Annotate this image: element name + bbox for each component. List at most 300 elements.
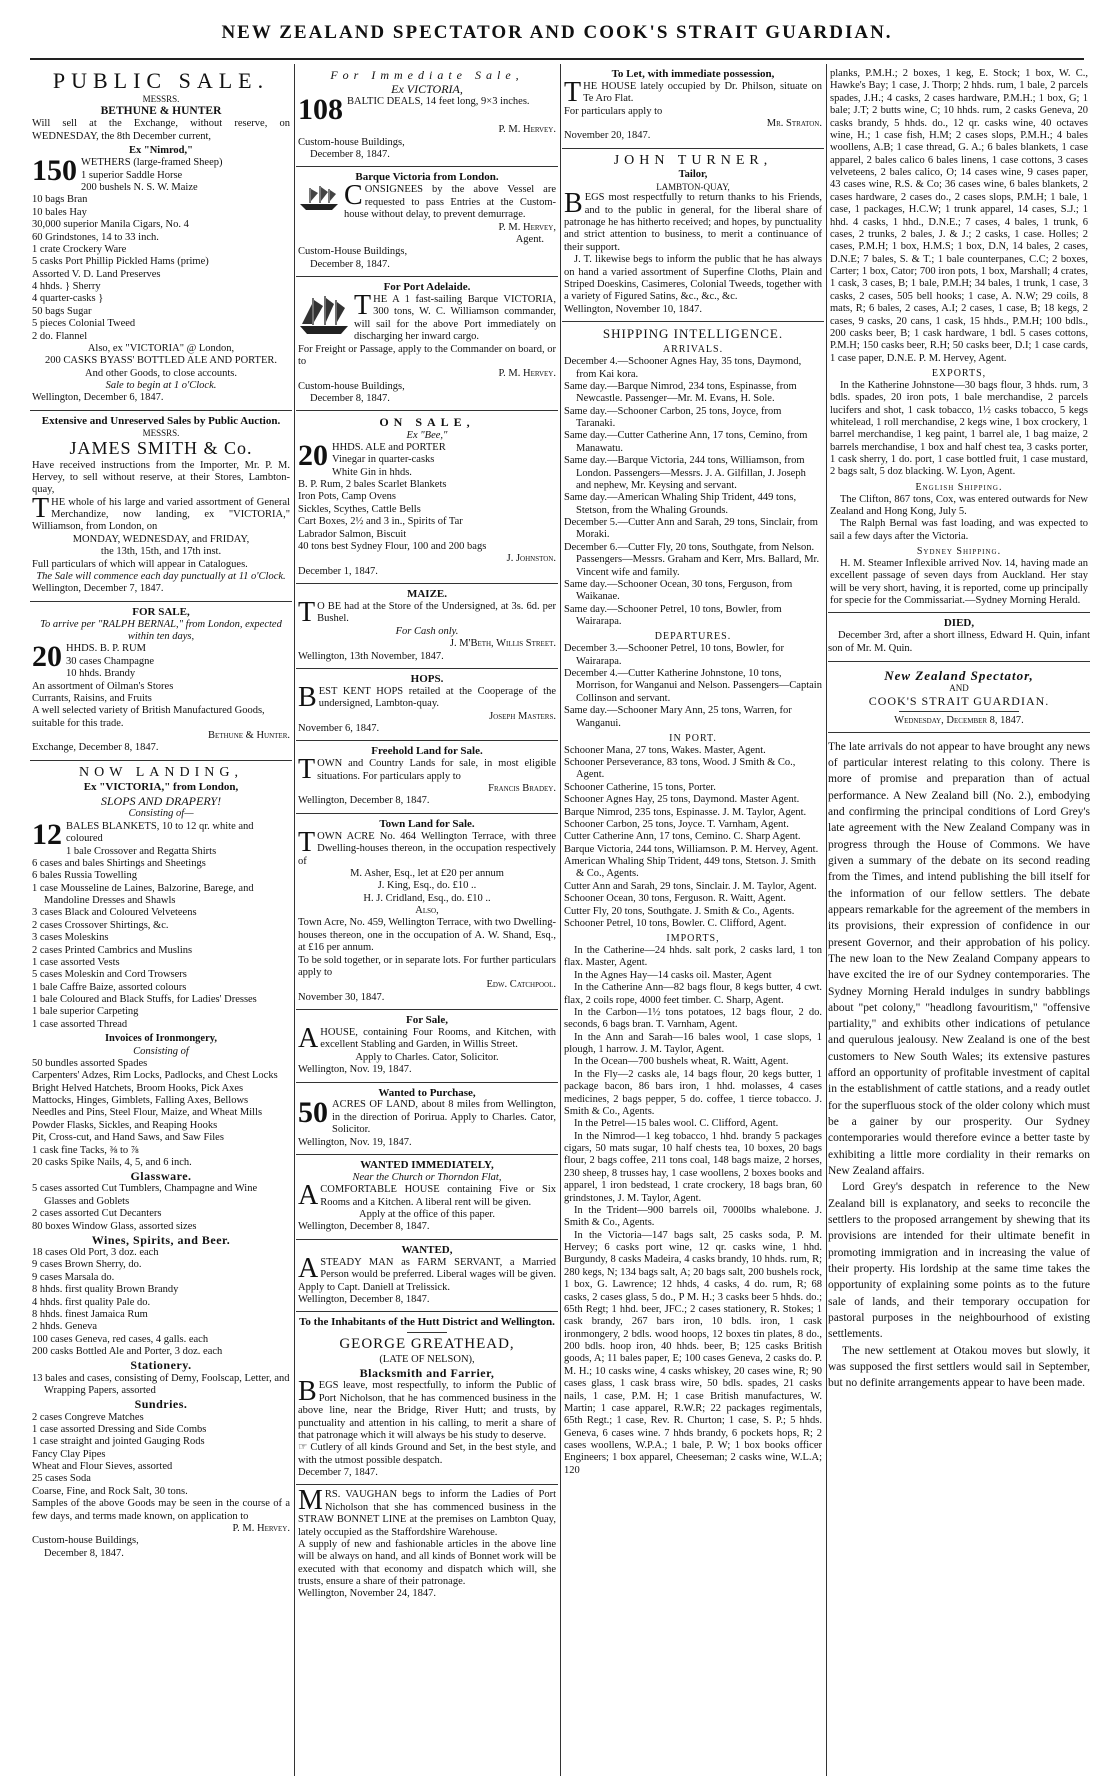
ad-heading: Wanted to Purchase, <box>378 1086 476 1099</box>
ad-heading: Town Land for Sale. <box>379 817 475 830</box>
ad-heading: Freehold Land for Sale. <box>371 745 483 758</box>
ad-text: Also, <box>415 905 439 917</box>
list-item: December 3.—Schooner Petrel, 10 tons, Bowler, for Wairarapa. <box>564 643 785 667</box>
ad-date: November 6, 1847. <box>298 722 380 734</box>
list-item: 1 crate Crockery Ware <box>32 243 127 255</box>
list-item: Needles and Pins, Steel Flour, Maize, and Wheat Mills <box>32 1107 263 1119</box>
ad-text: LAMBTON-QUAY, <box>656 181 730 192</box>
ad-text: Have received instructions from the Importer, Mr. P. M. Hervey, to sell without reserve, at their Stores, Lambton-quay, <box>32 459 290 496</box>
ad-date: December 8, 1847. <box>310 393 390 404</box>
list-item: Schooner Carbon, 25 tons, Joyce. T. Varnham, Agent. <box>564 818 789 830</box>
public-sale-ad <box>30 64 292 411</box>
ad-heading: MAIZE. <box>406 588 448 601</box>
list-item: J. King, Esq., do. £10 .. <box>377 880 477 892</box>
ad-subheading: Blacksmith and Farrier, <box>359 1366 495 1381</box>
ad-heading: PUBLIC SALE. <box>52 68 270 93</box>
ad-text: EGS leave, most respectfully, to inform the Public of Port Nicholson, that he has commenced business in the above line, near the Bridge, River Hutt; and trusts, by punctuality and attention in his calling, to merit a share of that patronage which it will always be his study to deserve. <box>298 1380 556 1441</box>
on-sale-ad <box>296 411 558 584</box>
list-item: 20 casks Spike Nails, 4, 5, and 6 inch. <box>32 1156 192 1168</box>
ad-text: December 3rd, after a short illness, Edward H. Quin, infant son of Mr. M. Quin. <box>828 630 1090 654</box>
list-item: Iron Pots, Camp Ovens <box>298 491 396 503</box>
ad-text: ACRES OF LAND, about 8 miles from Wellington, in the direction of Porirua. Apply to Charles. Cator, Solicitor. <box>332 1099 556 1136</box>
wanted-farm-servant-ad <box>296 1240 558 1312</box>
list-item: Pit, Cross-cut, and Hand Saws, and Saw Files <box>32 1132 224 1144</box>
ad-signature: Joseph Masters. <box>489 710 556 722</box>
ship-icon <box>298 294 350 338</box>
shipping-intelligence <box>562 322 824 1482</box>
list-item: 10 hhds. Brandy <box>66 668 136 680</box>
ad-date: December 8, 1847. <box>310 258 390 270</box>
ad-text: Consisting of <box>133 1045 189 1057</box>
ad-text: EST KENT HOPS retailed at the Cooperage of the undersigned, Lambton-quay. <box>318 685 556 710</box>
blacksmith-ad <box>296 1312 558 1485</box>
ad-date: Exchange, December 8, 1847. <box>32 742 159 754</box>
section-heading: DIED, <box>943 617 975 630</box>
ad-heading: WANTED, <box>401 1243 453 1256</box>
ad-subheading: Ex VICTORIA, <box>391 82 463 97</box>
barque-victoria-ad <box>296 167 558 277</box>
ad-signature: Bethune & Hunter. <box>208 730 290 742</box>
ad-date: Wellington, December 6, 1847. <box>32 392 164 404</box>
ad-subheading: Tailor, <box>678 169 708 181</box>
ad-text: Town Acre, No. 459, Wellington Terrace, with two Dwelling-houses thereon, one in the occupation of A. W. Shand, Esq., at £16 per annum. <box>298 917 556 954</box>
ad-heading: For Port Adelaide. <box>383 281 471 294</box>
section-heading: Sydney Shipping. <box>916 546 1002 558</box>
ad-text: HOUSE, containing Four Rooms, and Kitchen, with excellent Stabling and Garden, in Willis Street. <box>320 1027 556 1051</box>
ad-place: Custom-house Buildings, <box>298 136 405 148</box>
ad-text: HE HOUSE lately occupied by Dr. Philson, situate on Te Aro Flat. <box>583 80 822 105</box>
drop-cap: B <box>298 1376 317 1408</box>
section-heading: Sundries. <box>134 1397 188 1412</box>
ad-text: planks, P.M.H.; 2 boxes, 1 keg, E. Stock; 1 box, W. C., Hawke's Bay; 1 case, J. Thorp; 2 hhds. rum, 1 bale, 2 parcels spades, J.H.; 4 casks, 2 cases hardware, P.M.H.; 1 box, G; 1 bale; J.T; 2 butts wine, C; 10 hhds. rum, 2 casks Geneva, 20 casks brandy, 5 hhds. do., 12 qr. casks wine, 40 octaves wine, H.; 1 case fish, H.M; 2 cases slops, P.M.H.; 4 bales woollens, A.B; 1 case thread, G. A.; 6 bales blankets, 1 case apparel, 2 bales calico 6 bales linens, 1 case cottons, 3 cases velveteens, 2 bales calico, O; 14 cases wine, 9 cases paper, 43 cases wine, R.S. & Co; 36 cases wine, 6 bales blankets, 2 cases hardware, 2 cases do., 2 cases slops, P.M.H; 1 bale, 1 case, 1 packages, H.C.W; 1 trunk apparel, 14 cases, S.J.; 1 hhd. 4 casks, 1 hhd., D.N.E.; 7 cases, 4 bales, 1 trunk, 6 cases, 2 trunks, 2 bales, J. & J.; 2 casks, 1 case. Holles; 2 cases, P.M.H; 1 box, H.M.S; 1 box, D.N, 14 bales, 2 cases, D.N.E; 7 bales, S. & T.; 1 bale counterpanes, C.C; 2 boxes, Carter; 1 box, Cator; 700 iron pots, 1 box, Marshall; 4 crates, 1 cask, 3 cases, B; 1 bale, P.M.H; 34 bales, 1 trunk, 1 case, 3 casks, 2 cases, 505 bell hooks; 1 case, A. N.W; 29 coils, 8 mats, R; 6 bales, 2 cases, A.I; 2 cases, 1 case, B; 18 kegs, 2 cases, 9 casks, 20 cans, 1 cask, 15 hhds., P.M.H; 100 bdls., 200 casks beer, B; 1 cask hardware, 1 bdl. 5 cases cottons, P.M.H; 150 casks beer, R.H; 50 casks beer, D.I; 1 case cards, 1 case paper, D.N.E. P. M. Hervey, Agent. <box>830 68 1088 364</box>
ad-heading: Extensive and Unreserved Sales by Public Auction. <box>41 414 281 427</box>
immediate-sale-ad <box>296 64 558 167</box>
ad-heading: WANTED IMMEDIATELY, <box>360 1158 494 1171</box>
ad-text: For Cash only. <box>395 625 459 637</box>
ad-big-number: 108 <box>298 93 343 127</box>
ad-name: JOHN TURNER, <box>613 152 773 168</box>
list-item: Schooner Agnes Hay, 25 tons, Daymond. Master Agent. <box>564 794 800 806</box>
list-item: Bright Helved Hatchets, Broom Hooks, Pick Axes <box>32 1082 244 1094</box>
list-item: 1 case assorted Dressing and Side Combs <box>32 1423 207 1435</box>
ad-text: ☞ Cutlery of all kinds Ground and Set, in the best style, and with the utmost possible despatch. <box>298 1442 556 1466</box>
tailor-ad <box>562 149 824 322</box>
list-item: Mattocks, Hinges, Gimblets, Falling Axes, Bellows <box>32 1095 249 1107</box>
list-item: HHDS. ALE and PORTER <box>332 441 446 453</box>
list-item: 13 bales and cases, consisting of Demy, Foolscap, Letter, and Wrapping Papers, assorted <box>32 1372 290 1397</box>
ad-text: (LATE OF NELSON), <box>379 1353 475 1365</box>
list-item: 9 cases Marsala do. <box>32 1271 115 1283</box>
list-item: Cart Boxes, 2½ and 3 in., Spirits of Tar <box>298 516 463 528</box>
ad-text: RS. VAUGHAN begs to inform the Ladies of Port Nicholson that she has commenced business in the STRAW BONNET LINE at the premises on Lambton Quay, lately occupied as the Staffordshire Warehouse. <box>298 1489 556 1538</box>
section-heading: EXPORTS, <box>931 368 987 379</box>
now-landing-ad <box>30 761 292 1565</box>
list-item: 1 bale superior Carpeting <box>32 1006 139 1018</box>
ad-heading: HOPS. <box>410 672 444 685</box>
ad-messrs: MESSRS. <box>142 427 180 438</box>
list-item: December 4.—Cutter Katherine Johnstone, 10 tons, Morrison, for Wanganui and Nelson. Passengers—Captain Collinson and servant. <box>564 668 822 704</box>
list-item: 1 cask fine Tacks, ⅜ to ⅞ <box>32 1144 139 1156</box>
ad-text: For Freight or Passage, apply to the Commander on board, or to <box>298 343 556 367</box>
list-item: Schooner Ocean, 30 tons, Ferguson. R. Waitt, Agent. <box>564 893 786 905</box>
list-item: 9 cases Brown Sherry, do. <box>32 1259 142 1271</box>
section-heading: Stationery. <box>130 1358 192 1373</box>
divider <box>899 711 1019 712</box>
drop-cap: T <box>298 754 316 786</box>
ad-firm: JAMES SMITH & Co. <box>69 438 253 459</box>
maize-ad <box>296 584 558 669</box>
list-item: Same day.—Schooner Carbon, 25 tons, Joyce, from Taranaki. <box>564 405 782 430</box>
list-item: Sickles, Scythes, Cattle Bells <box>298 503 421 515</box>
for-sale-rum-ad <box>30 602 292 761</box>
ad-text: HE whole of his large and varied assortment of General Merchandize, now landing, ex "VICTORIA," Williamson, from London, on <box>32 496 290 533</box>
ad-signature: Edw. Catchpool. <box>486 979 556 991</box>
to-let-ad <box>562 64 824 149</box>
ad-signature: P. M. Hervey, <box>498 221 556 233</box>
ad-text: Full particulars of which will appear in Catalogues. <box>32 558 248 570</box>
editorial-paragraph: The new settlement at Otakou moves but slowly, it was supposed the first settlers would sail in September, but no definite arrangements appear to have been made. <box>828 1344 1090 1390</box>
ad-text: The Clifton, 867 tons, Cox, was entered outwards for New Zealand and Hong Kong, July 5. <box>830 493 1088 517</box>
list-item: In the Ocean—700 bushels wheat, R. Waitt, Agent. <box>574 1056 789 1068</box>
list-item: 3 cases Moleskins <box>32 932 109 944</box>
list-item: Cutter Fly, 20 tons, Southgate. J. Smith & Co., Agents. <box>564 905 795 917</box>
list-item: Labrador Salmon, Biscuit <box>298 528 407 540</box>
ad-place: Custom-house Buildings, <box>298 380 405 392</box>
list-item: M. Asher, Esq., let at £20 per annum <box>350 867 504 879</box>
drop-cap: T <box>354 290 372 321</box>
ad-date: Wellington, Nov. 19, 1847. <box>298 1064 412 1076</box>
ad-heading: FOR SALE, <box>132 605 190 618</box>
column-1 <box>30 64 292 1776</box>
list-item: In the Ann and Sarah—16 bales wool, 1 case slops, 1 plough, 1 harrow. J. M. Taylor, Agent. <box>564 1031 822 1056</box>
list-item: 25 cases Soda <box>32 1473 91 1485</box>
ad-heading: For Sale, <box>406 1014 448 1027</box>
ad-place: Custom-house Buildings, <box>32 1535 139 1547</box>
ad-subheading: Ex "Nimrod," <box>129 144 193 156</box>
section-heading: Wines, Spirits, and Beer. <box>91 1232 231 1247</box>
list-item: 10 bales Hay <box>32 206 87 218</box>
list-item: Barque Victoria, 244 tons, Williamson. P. M. Hervey, Agent. <box>564 843 819 855</box>
section-heading: DEPARTURES. <box>654 631 732 643</box>
ad-big-number: 12 <box>32 817 62 851</box>
ad-date: December 1, 1847. <box>298 565 378 577</box>
ad-date: Wellington, Nov. 19, 1847. <box>298 1136 412 1148</box>
list-item: 1 case straight and jointed Gauging Rods <box>32 1436 205 1448</box>
list-item: 1 case assorted Vests <box>32 956 120 968</box>
ad-subheading: Ex "Bee," <box>406 429 448 441</box>
list-item: 2 cases assorted Cut Decanters <box>32 1208 162 1220</box>
list-item: 4 hhds. } Sherry <box>32 281 101 292</box>
ad-heading: For Immediate Sale, <box>330 68 524 82</box>
list-item: Schooner Petrel, 10 tons, Bowler. C. Clifford, Agent. <box>564 917 787 929</box>
list-item: 6 cases and bales Shirtings and Sheetings <box>32 857 206 869</box>
ad-date: December 7, 1847. <box>298 1467 378 1479</box>
list-item: 1 superior Saddle Horse <box>81 169 183 181</box>
ad-text: OWN and Country Lands for sale, in most eligible situations. For particulars apply to <box>317 758 556 782</box>
house-for-sale-ad <box>296 1010 558 1082</box>
drop-cap: B <box>564 188 583 220</box>
ad-subheading: Near the Church or Thorndon Flat, <box>352 1171 502 1183</box>
ad-text: Apply at the office of this paper. <box>359 1209 495 1221</box>
list-item: Samples of the above Goods may be seen in the course of a few days, and terms made known, on application to <box>32 1498 290 1522</box>
column-2 <box>296 64 558 1776</box>
ship-icon <box>298 184 340 212</box>
list-item: In the Petrel—15 bales wool. C. Clifford, Agent. <box>574 1118 779 1130</box>
ad-text: The Ralph Bernal was fast loading, and was expected to sail a few days after the Victoria. <box>830 518 1088 542</box>
ad-big-number: 50 <box>298 1096 328 1130</box>
list-item: A well selected variety of British Manufactured Goods, suitable for this trade. <box>32 705 265 729</box>
list-item: December 6.—Cutter Fly, 20 tons, Southgate, from Nelson. Passengers—Messrs. Graham and Kerr, Mrs. Ballard, Mr. Vincent wife and family. <box>564 541 820 578</box>
ad-text: MONDAY, WEDNESDAY, and FRIDAY, <box>72 533 250 545</box>
editorial-paragraph: The late arrivals do not appear to have brought any news of particular interest relating to this colony. There is more of promise and preparation than of actual performance. A New Zealand bill (No. 2.), embodying and confirming the principal conditions of Lord Grey's late agreement with the New Zealand Company was in progress through the House of Commons. We have given a summary of the debate on its second reading from the Times, and intend publishing the bill itself for the information of our fellow settlers. The debate appears remarkable for the agreement of the members in its provisions, their expression of confidence in our present Governor, and their approbation of his policy. The new loan to the New Zealand Company appears to have excited the ire of our Sydney contemporaries. The Sydney Morning Herald indulges in sundry babblings about "pet colony," "headlong favouritism," "offensive partiality," and exhibits other indications of petulance and querulous jealousy. New Zealand is one of the best customers to New South Wales; its extensive pastures afford an opportunity of profitable investment of capital in the establishment of cattle stations, and a ready outlet for the superfluous stock of the older colony which must be a gainer by our prosperity. Our Sydney contemporaries would therefore evince a better taste by exhibiting a little more cordiality in their remarks on New Zealand affairs. <box>828 740 1090 1178</box>
list-item: 80 boxes Window Glass, assorted sizes <box>32 1220 197 1232</box>
ad-text: EGS most respectfully to return thanks to his Friends, and to the public in general, for the liberal share of patronage he has hitherto received; and hopes, by punctuality and strict attention to business, to merit a continuance of their support. <box>564 192 822 253</box>
ad-text: In the Katherine Johnstone—30 bags flour, 3 hhds. rum, 3 bdls. spades, 20 iron pots, 1 bale merchandise, 2 parcels lucifers and shot, 1 cask tobacco, 1½ casks tobacco, 5 kegs whitelead, 1 roll merchandise, 2 kegs wine, 1 box crockery, 1 barrel merchandise, 1 keg paint, 1 barrel ale, 1 bag maize, 2 barrels merchandise, 1 box and half chest tea, 3 casks porter, 1 cask sherry, 1 do. port, 1 case bottled fruit, 1 case mustard, 2 bags salt, 5 doz blacking. W. Lyon, Agent. <box>830 379 1088 478</box>
list-item: December 4.—Schooner Agnes Hay, 35 tons, Daymond, from Kai kora. <box>564 356 802 380</box>
straw-bonnet-ad <box>296 1485 558 1605</box>
ad-text: OWN ACRE No. 464 Wellington Terrace, with three Dwelling-houses thereon, in the occupation respectively of <box>298 830 556 867</box>
list-item: 1 case assorted Thread <box>32 1018 128 1030</box>
list-item: White Gin in hhds. <box>332 466 412 478</box>
list-item: B. P. Rum, 2 bales Scarlet Blankets <box>298 479 447 491</box>
list-item: In the Catherine—24 hhds. salt pork, 2 casks lard, 1 ton flax. Master, Agent. <box>564 945 822 969</box>
ad-big-number: 20 <box>298 438 328 472</box>
list-item: 30 cases Champagne <box>66 655 155 667</box>
list-item: 8 hhds. first quality Brown Brandy <box>32 1284 179 1296</box>
drop-cap: T <box>298 597 316 628</box>
drop-cap: A <box>298 1023 319 1054</box>
ad-heading: To Let, with immediate possession, <box>611 68 775 80</box>
ad-text: Will sell at the Exchange, without reserve, on WEDNESDAY, the 8th December current, <box>32 118 290 142</box>
list-item: Cutter Catherine Ann, 17 tons, Cemino. C. Sharp Agent. <box>564 831 801 843</box>
list-item: In the Trident—900 barrels oil, 7000lbs whalebone. J. Smith & Co., Agents. <box>564 1204 822 1229</box>
list-item: 2 cases Congreve Matches <box>32 1411 144 1423</box>
ad-heading: NOW LANDING, <box>79 764 243 780</box>
list-item: Carpenters' Adzes, Rim Locks, Padlocks, and Chest Locks <box>32 1070 278 1082</box>
ad-place: Custom-House Buildings, <box>298 246 408 258</box>
ad-signature: P. M. Hervey. <box>498 368 556 380</box>
list-item: American Whaling Ship Trident, 449 tons, Stetson. J. Smith & Co., Agents. <box>564 856 816 880</box>
list-item: In the Victoria—147 bags salt, 25 casks soda, P. M. Hervey; 6 casks port wine, 12 qr. casks wine, 1 hhd. Burgundy, 8 casks Madeira, 4 casks brandy, 10 hhds. rum, R; 280 kegs, N; 134 bags salt, A; 20 bags salt, 200 bushels rock, 1 box, G. Lawrence; 12 hhds, 4 casks, 4 do. rum, R; 68 casks, 2 cases glass, 5 do., P M. H.; 3 casks beer 5 hhds. do.; 65th Regt; 1 hhd. beer, JFC.; 2 cases stationery, R. Stokes; 1 cask brandy, 267 bars iron, 10 bdls. iron, 1 cask ironmongery, 2 bdls. wood hoops, 12 boxes tin plates, 8 do., 200 bdls. hoop iron, 40 hhds. beer, B; 125 casks British goods, A; 11 bales paper, E; 100 cases Geneva, 2 casks do. P. M. H.; 10 casks wine, 4 casks whiskey, 20 cases wine, R; 90 cases glass, 1 cask brass wire, 50 bdls. spades, 21 casks nails, 1 case, P.M. H; 1 case British manufactures, W. Martin; 1 case apparel, R.W.R; 22 packages regimentals, 65th Regt.; 1 case, Rev. R. Churton; 1 case, S. P.; 5 hhds. Geneva, 6 cases wine. 7 hhds brandy, 6 pockets hops, R; 2 cases woollens, W.P.A.; 1 bale, P. W; 1 box books officer Engineers; 1 box apparel, Cheeseman; 2 casks wine, W.L.A; 120 <box>564 1229 822 1476</box>
list-item: Cutter Ann and Sarah, 29 tons, Sinclair. J. M. Taylor, Agent. <box>564 880 817 892</box>
section-heading: English Shipping. <box>915 481 1003 493</box>
column-4 <box>828 64 1090 1776</box>
list-item: 5 cases Moleskin and Cord Trowsers <box>32 969 187 981</box>
ad-date: Wellington, December 8, 1847. <box>298 795 430 807</box>
list-item: 5 cases assorted Cut Tumblers, Champagne and Wine Glasses and Goblets <box>32 1183 258 1207</box>
list-item: Same day.—American Whaling Ship Trident, 449 tons, Stetson, from the Whaling Grounds. <box>564 492 797 516</box>
ad-text: Also, ex "VICTORIA" @ London, <box>87 342 235 354</box>
section-heading: IN PORT. <box>669 732 717 744</box>
ad-text: O BE had at the Store of the Undersigned, at 3s. 6d. per Bushel. <box>317 601 556 625</box>
section-heading: IMPORTS, <box>666 933 720 945</box>
ad-subheading: Ex "VICTORIA," from London, <box>83 781 239 794</box>
list-item: Same day.—Cutter Catherine Ann, 17 tons, Cemino, from Manawatu. <box>564 430 808 454</box>
ad-text: A supply of new and fashionable articles in the above line will be always on hand, and all kinds of Bonnet work will be executed with that economy and dispatch which will, she trusts, ensure a share of their patronage. <box>298 1538 556 1588</box>
list-item: Schooner Mana, 27 tons, Wakes. Master, Agent. <box>564 744 766 756</box>
ad-signature: P. M. Hervey. <box>232 1522 290 1534</box>
ad-date: Wellington, 13th November, 1847. <box>298 650 444 662</box>
wanted-purchase-ad <box>296 1083 558 1155</box>
list-item: 2 do. Flannel <box>32 330 88 342</box>
list-item: Powder Flasks, Sickles, and Reaping Hooks <box>32 1119 218 1131</box>
imports-continued <box>828 64 1090 612</box>
ad-firm: BETHUNE & HUNTER <box>100 104 222 117</box>
list-item: Vinegar in quarter-casks <box>332 454 435 466</box>
ad-subheading: SLOPS AND DRAPERY! <box>100 794 222 809</box>
column-3 <box>562 64 824 1776</box>
column-divider <box>294 64 295 1776</box>
ad-signature: Francis Bradey. <box>488 783 556 795</box>
list-item: 1 bale Coloured and Black Stuffs, for Ladies' Dresses <box>32 994 257 1006</box>
divider <box>828 732 1090 733</box>
list-item: December 5.—Cutter Ann and Sarah, 29 tons, Sinclair, from Moraki. <box>564 517 818 541</box>
column-divider <box>826 64 827 1776</box>
list-item: Same day.—Barque Nimrod, 234 tons, Espinasse, from Newcastle. Passenger—Mr. M. Evans, H. Sole. <box>564 380 797 405</box>
list-item: Same day.—Barque Victoria, 244 tons, Williamson, from London. Passengers—Messrs. J. A. Gilfillan, J. Joseph and nephew, Mr. Keysing and servant. <box>564 455 806 491</box>
list-item: 4 hhds. first quality Pale do. <box>32 1296 151 1308</box>
list-item: Currants, Raisins, and Fruits <box>32 692 152 704</box>
editorial-header <box>828 661 1090 732</box>
list-item: 10 bags Bran <box>32 194 88 206</box>
drop-cap: A <box>298 1252 319 1284</box>
list-item: WETHERS (large-framed Sheep) <box>81 157 223 169</box>
ad-date: November 30, 1847. <box>298 991 385 1003</box>
section-title: SHIPPING INTELLIGENCE. <box>602 326 784 342</box>
list-item: Fancy Clay Pipes <box>32 1448 106 1460</box>
list-item: Schooner Perseverance, 83 tons, Wood. J Smith & Co., Agent. <box>564 757 796 781</box>
list-item: 40 tons best Sydney Flour, 100 and 200 bags <box>298 540 487 552</box>
ad-date: December 8, 1847. <box>310 149 390 161</box>
paper-title: COOK'S STRAIT GUARDIAN. <box>868 694 1050 709</box>
list-item: 50 bags Sugar <box>32 305 92 317</box>
ad-signature: J. Johnston. <box>506 553 556 565</box>
ad-text: J. T. likewise begs to inform the public that he has always on hand a varied assortment of Superfine Cloths, Plain and Striped Doeskins, Casimeres, Colonial Tweeds, together with a variety of Figured Satins, &c., &c., &c. <box>564 254 822 303</box>
ad-heading: To the Inhabitants of the Hutt District and Wellington. <box>299 1316 555 1329</box>
column-divider <box>560 64 561 1776</box>
port-adelaide-ad <box>296 277 558 411</box>
ad-heading: ON SALE, <box>379 415 475 430</box>
ad-date: Wellington, December 8, 1847. <box>298 1293 430 1305</box>
ad-date: Wellington, December 8, 1847. <box>298 1221 430 1233</box>
town-land-ad <box>296 814 558 1010</box>
list-item: 2 cases Crossover Shirtings, &c. <box>32 919 169 931</box>
drop-cap: C <box>344 180 363 212</box>
ad-text: STEADY MAN as FARM SERVANT, a Married Person would be preferred. Liberal wages will be given. Apply to Capt. Daniell at Trelissick. <box>298 1256 556 1293</box>
list-item: 200 bushels N. S. W. Maize <box>81 182 198 193</box>
drop-cap: T <box>32 492 50 524</box>
list-item: Same day.—Schooner Petrel, 10 tons, Bowler, from Wairarapa. <box>564 603 782 628</box>
list-item: 2 hhds. Geneva <box>32 1321 98 1333</box>
list-item: 8 hhds. finest Jamaica Rum <box>32 1308 148 1320</box>
list-item: 30,000 superior Manila Cigars, No. 4 <box>32 219 189 231</box>
died-notice <box>828 612 1090 655</box>
section-heading: Invoices of Ironmongery, <box>104 1033 218 1045</box>
list-item: Same day.—Schooner Ocean, 30 tons, Ferguson, from Waikanae. <box>564 578 793 603</box>
drop-cap: A <box>298 1180 319 1212</box>
drop-cap: M <box>298 1485 323 1517</box>
list-item: 60 Grindstones, 14 to 33 inch. <box>32 231 159 243</box>
list-item: 4 quarter-casks } <box>32 293 104 305</box>
hops-ad <box>296 669 558 741</box>
edition-date: Wednesday, December 8, 1847. <box>894 715 1024 727</box>
ad-date: December 8, 1847. <box>44 1547 124 1559</box>
ad-date: Wellington, November 10, 1847. <box>564 303 702 315</box>
ad-text: H. M. Steamer Inflexible arrived Nov. 14, having made an excellent passage of seven days from Auckland. Her stay will be very short, having, it is reported, come up principally for specie for the Commissariat.—Sydney Morning Herald. <box>830 557 1088 607</box>
ad-heading: Barque Victoria from London. <box>355 171 499 184</box>
list-item: In the Carbon—1½ tons potatoes, 12 bags flour, 2 do. seconds, 6 bags bran. T. Varnham, Agent. <box>564 1006 822 1031</box>
list-item: H. J. Cridland, Esq., do. £10 .. <box>363 892 491 904</box>
ad-name: GEORGE GREATHEAD, <box>339 1336 515 1353</box>
list-item: 1 case Mousseline de Laines, Balzorine, Barege, and Mandoline Dresses and Shawls <box>32 882 254 907</box>
wanted-immediately-ad <box>296 1155 558 1240</box>
ad-text: COMFORTABLE HOUSE containing Five or Six Rooms and a Kitchen. A liberal rent will be given. <box>320 1184 556 1208</box>
ad-text: To be sold together, or in separate lots. For further particulars apply to <box>298 954 556 978</box>
list-item: Assorted V. D. Land Preserves <box>32 268 161 280</box>
divider <box>407 1332 447 1333</box>
list-item: Wheat and Flour Sieves, assorted <box>32 1461 173 1473</box>
list-item: Schooner Catherine, 15 tons, Porter. <box>564 781 716 793</box>
list-item: Coarse, Fine, and Rock Salt, 30 tons. <box>32 1485 188 1497</box>
list-item: 5 casks Port Phillip Pickled Hams (prime) <box>32 256 209 268</box>
list-item: 3 cases Black and Coloured Velveteens <box>32 907 197 919</box>
list-item: In the Agnes Hay—14 casks oil. Master, Agent <box>574 969 772 981</box>
ad-text: Consisting of— <box>128 808 194 820</box>
paper-title-and: AND <box>949 683 969 694</box>
ad-big-number: 150 <box>32 154 77 188</box>
ad-subheading: To arrive per "RALPH BERNAL," from London, expected within ten days, <box>40 618 282 643</box>
drop-cap: T <box>564 76 582 108</box>
ad-big-number: 20 <box>32 640 62 674</box>
section-heading: Glassware. <box>130 1169 192 1184</box>
ad-text: BALTIC DEALS, 14 feet long, 9×3 inches. <box>347 96 530 108</box>
list-item: Same day.—Schooner Mary Ann, 25 tons, Warren, for Wanganui. <box>564 705 792 729</box>
ad-text: Apply to Charles. Cator, Solicitor. <box>355 1051 499 1063</box>
list-item: BALES BLANKETS, 10 to 12 qr. white and coloured <box>66 820 254 845</box>
list-item: In the Catherine Ann—82 bags flour, 8 kegs butter, 4 cwt. flax, 2 coils rope, 4000 feet timber. C. Sharp, Agent. <box>564 982 822 1006</box>
ad-date: November 20, 1847. <box>564 130 651 142</box>
drop-cap: T <box>298 826 316 858</box>
ad-date: Wellington, November 24, 1847. <box>298 1588 436 1600</box>
list-item: 6 bales Russia Towelling <box>32 870 137 882</box>
list-item: In the Fly—2 casks ale, 14 bags flour, 20 kegs butter, 1 package bacon, 86 bars iron, 1 hhd. molasses, 4 cases medicines, 2 bags pepper, 5 do. coffee, 1 tierce tobacco. J. Smith & Co., Agents. <box>564 1068 822 1117</box>
list-item: 100 cases Geneva, red cases, 4 galls. each <box>32 1333 209 1345</box>
list-item: 200 casks Bottled Ale and Porter, 3 doz. each <box>32 1346 223 1358</box>
paper-title: New Zealand Spectator, <box>884 668 1034 684</box>
ad-text: Sale to begin at 1 o'Clock. <box>105 380 217 391</box>
list-item: 18 cases Old Port, 3 doz. each <box>32 1247 159 1259</box>
james-smith-ad <box>30 411 292 602</box>
ad-text: HE A 1 fast-sailing Barque VICTORIA, 300 tons, W. C. Williamson commander, will sail for the above Port immediately on discharging her inward cargo. <box>354 294 556 343</box>
section-heading: ARRIVALS. <box>662 344 724 356</box>
list-item: 2 cases Printed Cambrics and Muslins <box>32 944 193 956</box>
ad-signature: P. M. Hervey. <box>498 124 556 136</box>
masthead-rule <box>30 58 1084 60</box>
ad-text: the 13th, 15th, and 17th inst. <box>100 546 222 558</box>
editorial <box>828 739 1090 1392</box>
ad-messrs: MESSRS. <box>142 93 180 104</box>
drop-cap: B <box>298 681 317 713</box>
ad-text: ONSIGNEES by the above Vessel are requested to pass Entries at the Custom-house without delay, to prevent demurrage. <box>344 184 556 221</box>
list-item: 1 bale Crossover and Regatta Shirts <box>66 845 217 857</box>
list-item: 5 pieces Colonial Tweed <box>32 318 136 330</box>
ad-text: The Sale will commence each day punctually at 11 o'Clock. <box>36 570 286 582</box>
freehold-land-ad <box>296 741 558 813</box>
ad-text: For particulars apply to <box>564 105 663 117</box>
ad-signature: Mr. Straton. <box>766 118 822 130</box>
list-item: 1 bale Caffre Baize, assorted colours <box>32 981 187 993</box>
ad-text: And other Goods, to close accounts. <box>85 367 237 379</box>
